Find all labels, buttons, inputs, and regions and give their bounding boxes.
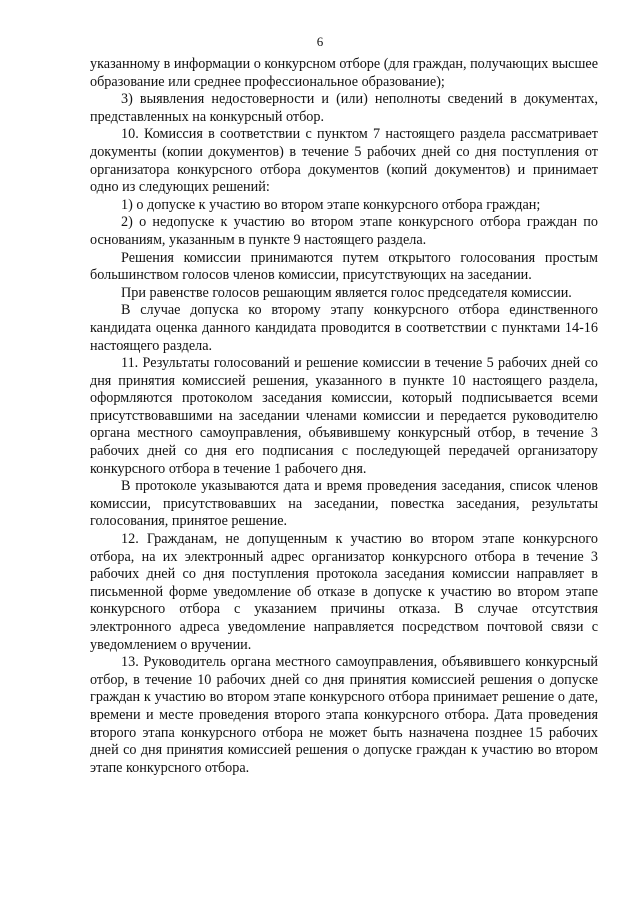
paragraph-single-candidate: В случае допуска ко второму этапу конкурсного отбора единственного кандидата оценка данного кандидата проводится в соответствии с пунктами 14-16 настоящего раздела. bbox=[90, 302, 598, 354]
page-number: 6 bbox=[316, 34, 324, 49]
paragraph-voting: Решения комиссии принимаются путем открытого голосования простым большинством голосов членов комиссии, присутствующих на заседании. bbox=[90, 249, 598, 284]
paragraph-section-12: 12. Гражданам, не допущенным к участию во втором этапе конкурсного отбора, на их электронный адрес организатор конкурсного отбора в течение 3 рабочих дней со дня поступления протокола заседания комиссии направляет в письменной форме уведомление об отказе в допуске к участию во втором этапе конкурсного отбора с указанием причины отказа. В случае отсутствия электронного адреса уведомление направляется посредством почтовой связи с уведомлением о вручении. bbox=[90, 531, 598, 653]
paragraph-section-10: 10. Комиссия в соответствии с пунктом 7 настоящего раздела рассматривает документы (копии документов) в течение 5 рабочих дней со дня поступления от организатора конкурсного отбора документов (копий документов) и принимает одно из следующих решений: bbox=[90, 126, 598, 196]
paragraph-decision-1: 1) о допуске к участию во втором этапе конкурсного отбора граждан; bbox=[121, 196, 541, 213]
paragraph-item-3: 3) выявления недостоверности и (или) неполноты сведений в документах, представленных на конкурсный отбор. bbox=[90, 91, 598, 125]
paragraph-section-11: 11. Результаты голосований и решение комиссии в течение 5 рабочих дней со дня принятия комиссией решения, указанного в пункте 10 настоящего раздела, оформляются протоколом заседания комиссии, который подписывается всеми присутствовавшими на заседании членами комиссии и передается руководителю органа местного самоуправления, объявившему конкурсный отбор, в течение 3 рабочих дней со дня его подписания с последующей передачей организатору конкурсного отбора в течение 1 рабочего дня. bbox=[90, 355, 598, 477]
document-body bbox=[90, 56, 598, 777]
paragraph-tie-vote: При равенстве голосов решающим является голос председателя комиссии. bbox=[121, 284, 572, 301]
paragraph-decision-2: 2) о недопуске к участию во втором этапе конкурсного отбора граждан по основаниям, указанным в пункте 9 настоящего раздела. bbox=[90, 214, 598, 248]
paragraph-continuation: указанному в информации о конкурсном отборе (для граждан, получающих высшее образование или среднее профессиональное образование); bbox=[90, 56, 598, 90]
paragraph-protocol: В протоколе указываются дата и время проведения заседания, список членов комиссии, присутствовавших на заседании, повестка заседания, результаты голосования, принятое решение. bbox=[90, 478, 598, 530]
paragraph-section-13: 13. Руководитель органа местного самоуправления, объявившего конкурсный отбор, в течение 10 рабочих дней со дня принятия комиссией решения о допуске граждан к участию во втором этапе конкурсного отбора принимает решение о дате, времени и месте проведения второго этапа конкурсного отбора. Дата проведения второго этапа конкурсного отбора не может быть назначена позднее 15 рабочих дней со дня принятия комиссией решения о допуске граждан к участию во втором этапе конкурсного отбора. bbox=[90, 654, 598, 776]
